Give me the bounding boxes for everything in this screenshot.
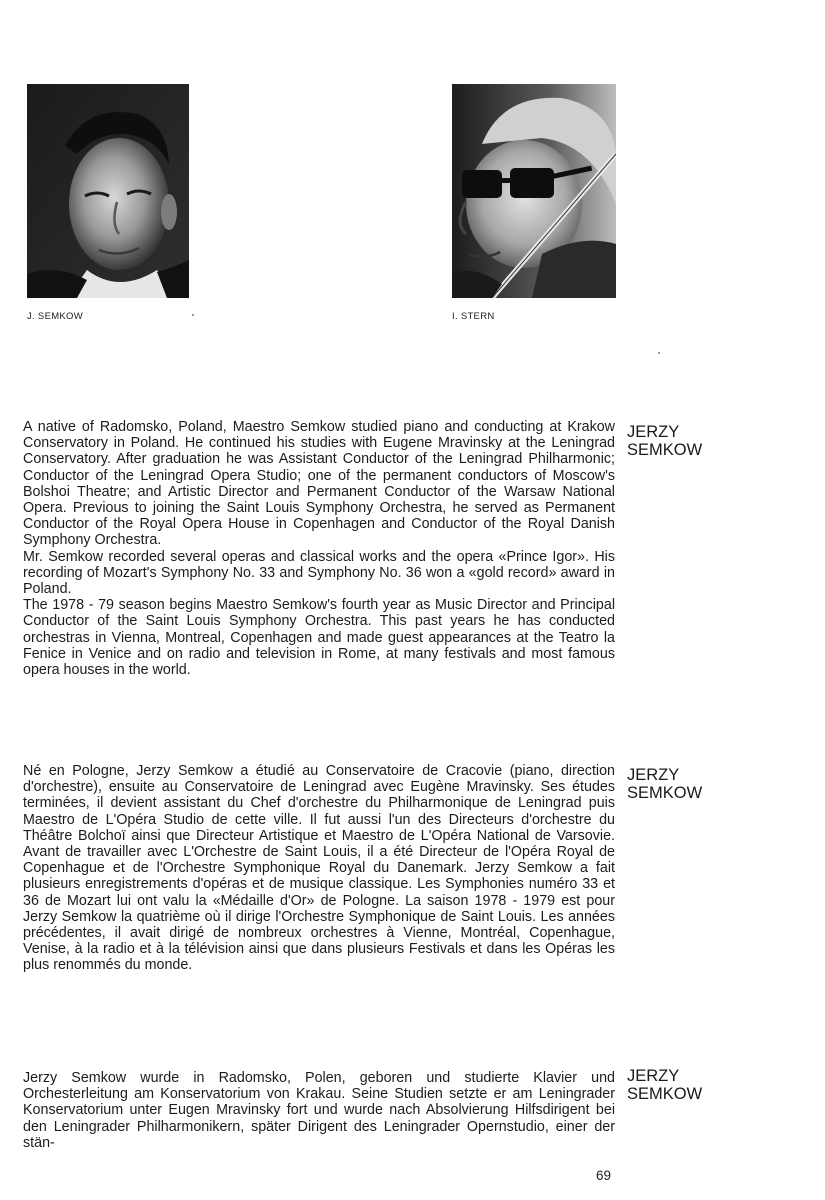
german-biography xyxy=(23,1070,615,1151)
stern-caption: I. STERN xyxy=(452,311,495,322)
english-biography xyxy=(23,419,615,678)
english-paragraph-1: A native of Radomsko, Poland, Maestro Semkow studied piano and conducting at Krakow Conservatory in Poland. He continued his studies with Eugene Mravinsky at the Leningrad Conservatory. After graduation he was Assistant Conductor of the Leningrad Philharmonic; Conductor of the Leningrad Opera Studio; one of the permanent conductors of Moscow's Bolshoi Theatre; and Artistic Director and Permanent Conductor of the Warsaw National Opera. Previous to joining the Saint Louis Symphony Orchestra, he served as Permanent Conductor of the Royal Opera House in Copenhagen and Conductor of the Royal Danish Symphony Orchestra. xyxy=(23,419,615,549)
french-paragraph: Né en Pologne, Jerzy Semkow a étudié au Conservatoire de Cracovie (piano, direction d'orchestre), ensuite au Conservatoire de Leningrad avec Eugène Mravinsky. Ses études terminées, il devient assistant du Chef d'orchestre du Philharmonique de Leningrad puis Maestro de L'Opéra Studio de cette ville. Il fut aussi l'un des Directeurs d'orchestre du Théâtre Bolchoï ainsi que Directeur Artistique et Maestro de L'Opéra National de Varsovie. Avant de travailler avec L'Orchestre de Saint Louis, il a été Directeur de l'Opéra Royal de Copenhague et de l'Orchestre Symphonique Royal du Danemark. Jerzy Semkow a fait plusieurs enregistrements d'opéras et de musique classique. Les Symphonies numéro 33 et 36 de Mozart lui ont valu la «Médaille d'Or» de Pologne. La saison 1978 - 1979 est pour Jerzy Semkow la quatrième où il dirige l'Orchestre Symphonique de Saint Louis. Les années précédentes, il avait dirigé de nombreux orchestres à Vienne, Montréal, Copenhague, Venise, à la radio et à la télévision ainsi que dans plusieurs Festivals et dans les Opéras les plus renommés du monde. xyxy=(23,763,615,974)
semkow-portrait-image xyxy=(27,84,189,298)
german-heading-first-name: JERZY xyxy=(627,1067,680,1085)
german-paragraph: Jerzy Semkow wurde in Radomsko, Polen, geboren und studierte Klavier und Orchesterleitung am Konservatorium von Krakau. Seine Studien setzte er am Leningrader Konservatorium unter Eugen Mravinsky fort und wurde nach Absolvierung Hilfsdirigent bei den Leningrader Philharmonikern, später Dirigent des Leningrader Opernstudio, einer der stän- xyxy=(23,1070,615,1151)
english-heading-first-name: JERZY xyxy=(627,423,680,441)
semkow-caption: J. SEMKOW xyxy=(27,311,84,322)
german-side-heading xyxy=(627,1067,747,1103)
english-paragraph-2: Mr. Semkow recorded several operas and classical works and the opera «Prince Igor». His recording of Mozart's Symphony No. 33 and Symphony No. 36 won a «gold record» award in Poland. xyxy=(23,548,615,598)
stern-photo xyxy=(452,84,616,298)
print-speck xyxy=(658,352,660,354)
english-side-heading xyxy=(627,423,747,459)
print-speck xyxy=(192,314,194,316)
french-heading-last-name: SEMKOW xyxy=(627,784,703,802)
english-paragraph-3: The 1978 - 79 season begins Maestro Semkow's fourth year as Music Director and Principal Conductor of the Saint Louis Symphony Orchestra. This past years he has conducted orchestras in Vienna, Montreal, Copenhagen and made guest appearances at the Teatro la Fenice in Venice and on radio and television in Rome, at many festivals and most famous opera houses in the world. xyxy=(23,597,615,679)
page-number: 69 xyxy=(596,1168,612,1183)
english-heading-last-name: SEMKOW xyxy=(627,441,703,459)
stern-portrait-image xyxy=(452,84,616,298)
french-biography xyxy=(23,763,615,974)
french-side-heading xyxy=(627,766,747,802)
german-heading-last-name: SEMKOW xyxy=(627,1085,703,1103)
french-heading-first-name: JERZY xyxy=(627,766,680,784)
semkow-photo xyxy=(27,84,189,298)
